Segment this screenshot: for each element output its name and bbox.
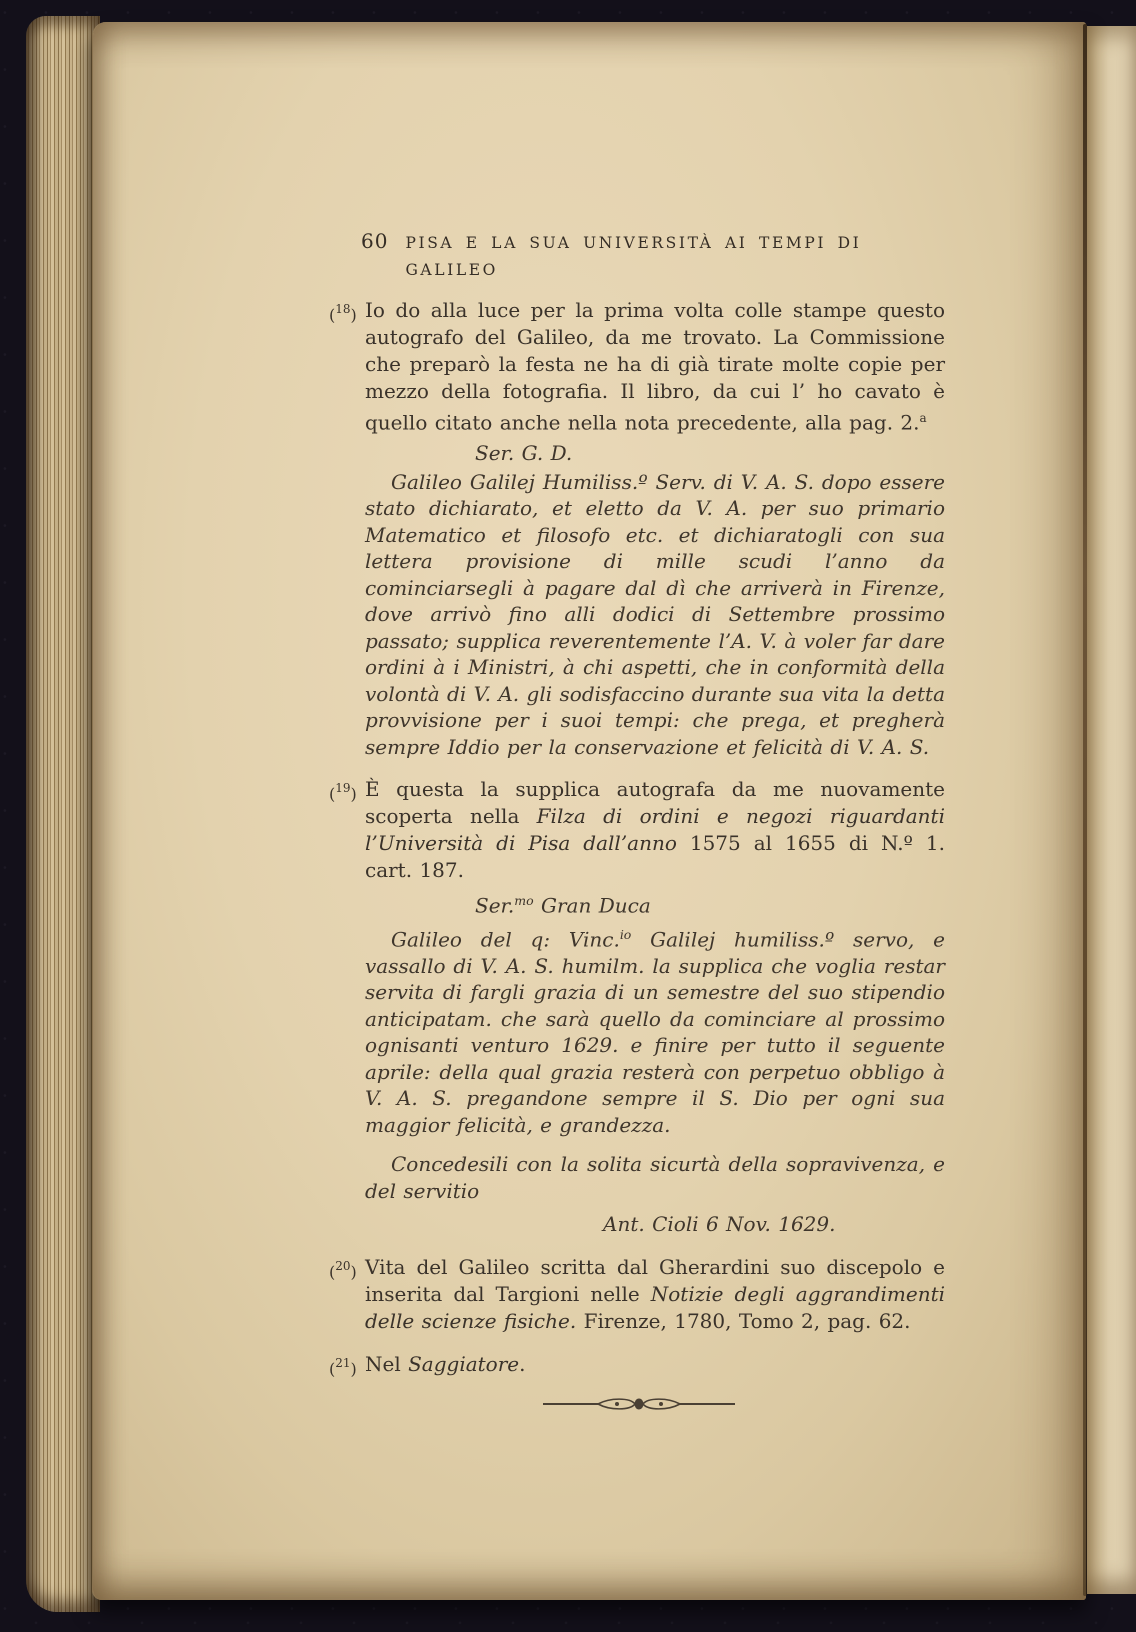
grant-annotation: Concedesili con la solita sicurtà della sopravivenza, e del servitio xyxy=(365,1152,945,1203)
salutation-abbrev: Ser. xyxy=(475,893,515,918)
book-page xyxy=(92,22,1086,1600)
footnote-20-marker xyxy=(329,1254,357,1285)
footnote-21 xyxy=(329,1351,945,1379)
running-header xyxy=(361,228,945,284)
marker-open-paren: ( xyxy=(329,1359,336,1379)
footnote-18-number: 18 xyxy=(335,302,351,316)
footnote-19-number: 19 xyxy=(335,781,351,796)
footnote-21-number: 21 xyxy=(335,1356,351,1371)
footnote-21-text-roman: Nel xyxy=(365,1352,409,1377)
salutation-superscript: mo xyxy=(514,893,534,909)
salutation-gran-duca xyxy=(475,887,945,920)
footnote-20 xyxy=(329,1254,946,1335)
letter-1610-supplica: Galileo Galilej Humiliss.º Serv. di V. A. S. dopo essere stato dichiarato, et eletto da V. A. per suo primario Matematico et filosofo etc. et dichiaratogli con sua lettera provisione di mille scudi l’anno da cominciarsegli à pagare dal dì che arriverà in Firenze, dove arrivò fino alli dodici di Settembre prossimo passato; supplica reverentemente l’A. V. à voler far dare ordini à i Ministri, à chi aspetti, che in conformità della volontà di V. A. gli sodisfaccino durante sua vita la detta provvisione per i suoi tempi: che prega, et pregherà sempre Iddio per la conservazione et felicità di V. A. S. xyxy=(365,469,945,759)
ordinal-superscript: a xyxy=(919,411,927,425)
letter-2-body: Galilej humiliss.º servo, e vassallo di V. A. S. humilm. la supplica che voglia restar servita di fargli grazia di un semestre del suo stipendio anticipatam. che sarà quello da cominciare al prossimo ognisanti venturo 1629. e finire per tutto il seguente aprile: della qual grazia resterà con perpetuo obbligo à V. A. S. pregandone sempre il S. Dio per ogni sua maggior felicità, e grandezza. xyxy=(365,927,945,1137)
footnote-19-marker xyxy=(329,776,357,807)
page-number: 60 xyxy=(361,229,389,253)
footnote-20-number: 20 xyxy=(335,1259,351,1274)
footnote-21-marker xyxy=(329,1351,357,1382)
page-content xyxy=(329,228,946,1420)
footnote-20-text-italic: Notizie degli aggrandimenti delle scienze fisiche. xyxy=(365,1282,946,1334)
salutation-title: Gran Duca xyxy=(533,893,651,918)
footnote-19-text-roman-2: 1575 al 1655 di N.º 1. cart. 187. xyxy=(365,831,945,883)
marker-open-paren: ( xyxy=(329,305,336,325)
marker-close-paren: ) xyxy=(350,1359,357,1379)
footnote-21-text-italic: Saggiatore xyxy=(408,1352,520,1377)
marker-close-paren: ) xyxy=(350,305,357,325)
footnote-19 xyxy=(329,776,945,884)
adjacent-page-edge xyxy=(1087,26,1136,1594)
footnote-19-text-italic: Filza di ordini e negozi riguardanti l’Università di Pisa dall’anno xyxy=(365,804,945,856)
letter-2-superscript: io xyxy=(619,926,632,942)
footnote-18-text: Io do alla luce per la prima volta colle stampe questo autografo del Galileo, da me trovato. La Commissione che preparò la festa ne ha di già tirate molte copie per mezzo della fotografia. Il libro, da cui l’ ho cavato è quello citato anche nella nota precedente, alla pag. 2. xyxy=(365,298,945,435)
footnote-18 xyxy=(329,297,945,437)
salutation-ser-gd: Ser. G. D. xyxy=(475,440,573,465)
marker-open-paren: ( xyxy=(329,1262,336,1282)
footnote-20-text-roman-2: Firenze, 1780, Tomo 2, pag. 62. xyxy=(576,1309,911,1334)
marker-close-paren: ) xyxy=(350,1262,357,1282)
footnote-21-text-roman-2: . xyxy=(519,1352,526,1377)
stacked-page-edges xyxy=(26,16,100,1612)
marker-close-paren: ) xyxy=(350,784,357,804)
divider-ornament-icon xyxy=(539,1393,739,1420)
footnote-20-text-roman: Vita del Galileo scritta dal Gherardini suo discepolo e inserita dal Targioni nelle xyxy=(365,1255,945,1307)
footnote-18-marker xyxy=(329,297,357,328)
running-title: PISA E LA SUA UNIVERSITÀ AI TEMPI DI GALILEO xyxy=(405,234,862,279)
signature-line: Ant. Cioli 6 Nov. 1629. xyxy=(603,1212,836,1237)
letter-1629-request xyxy=(365,922,945,1139)
footnote-19-text-roman: È questa la supplica autografa da me nuovamente scoperta nella xyxy=(365,777,945,829)
letter-2-opening: Galileo del q: Vinc. xyxy=(391,927,620,952)
marker-open-paren: ( xyxy=(329,784,336,804)
